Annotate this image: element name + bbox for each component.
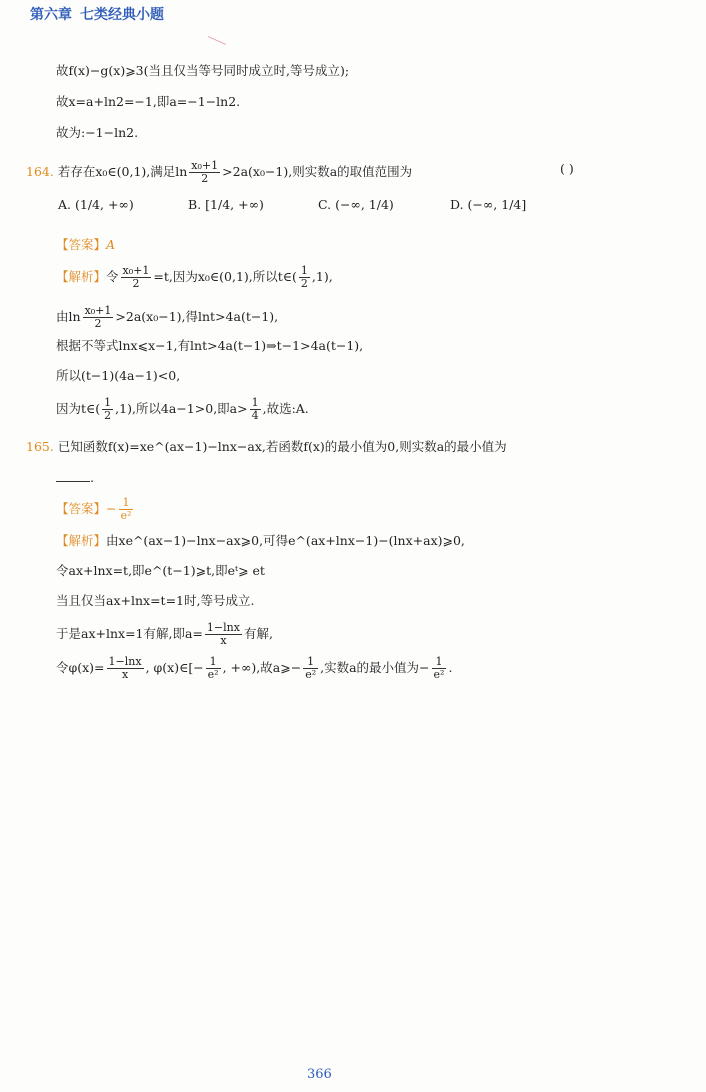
fraction: $\frac{1}{\text{e²}}$ [120, 496, 132, 522]
analysis-165-line-1: 【解析】由xe^(ax−1)−lnx−ax⩾0,可得e^(ax+lnx−1)−(lnx+ax)⩾0, [56, 533, 465, 548]
chapter-title: 七类经典小题 [80, 7, 164, 23]
answer-line-165: 【答案】− $\frac{1}{\text{e²}}$ [56, 496, 132, 522]
fraction: $\frac{1}{2}$ [300, 264, 308, 290]
answer-tag: 【答案】 [56, 237, 107, 252]
fraction: $\frac{1}{\text{e²}}$ [207, 655, 219, 681]
analysis-165-line-3: 当且仅当ax+lnx=t=1时,等号成立. [56, 593, 255, 608]
stem-text: >2a(x₀−1),则实数a的取值范围为 [222, 164, 413, 179]
chapter-label: 第六章 [30, 7, 72, 23]
question-number: 165. [26, 439, 54, 454]
analysis-165-line-2: 令ax+lnx=t,即e^(t−1)⩾t,即eᵗ⩾ et [56, 563, 265, 578]
prev-solution-line-3: 故为:−1−ln2. [56, 125, 139, 140]
analysis-164-line-5: 因为t∈( $\frac{1}{2}$ ,1),所以4a−1>0,即a> $\frac{1}{4}$ ,故选:A. [56, 396, 309, 422]
stem-text: 若存在x₀∈(0,1),满足ln [57, 164, 188, 179]
prev-solution-line-1: 故f(x)−g(x)⩾3(当且仅当等号同时成立时,等号成立); [56, 63, 350, 78]
analysis-tag: 【解析】 [56, 533, 107, 548]
pen-mark [208, 36, 227, 45]
analysis-164-line-3: 根据不等式lnx⩽x−1,有lnt>4a(t−1)⇒t−1>4a(t−1), [56, 338, 364, 353]
question-165-stem [26, 438, 507, 456]
fraction: $\frac{\text{x₀+1}}{2}$ [122, 264, 150, 290]
analysis-165-line-5: 令φ(x)= $\frac{1-\ln x}{x}$ , φ(x)∈[− $\frac{1}{\text{e²}}$ , +∞),故a⩾− $\frac{1}{\text{e²}}$ ,实数a的最小值为− $\frac{1}{\text{e²}}$ . [56, 655, 453, 681]
analysis-tag: 【解析】 [56, 269, 107, 284]
analysis-164-line-4: 所以(t−1)(4a−1)<0, [56, 368, 181, 383]
fraction: $\frac{1}{\text{e²}}$ [305, 655, 317, 681]
fraction: $\frac{1-\ln x}{x}$ [206, 621, 240, 647]
answer-line-164 [56, 236, 115, 254]
fraction: $\frac{1}{4}$ [251, 396, 259, 422]
answer-value: A [106, 237, 116, 252]
question-164-stem [26, 160, 412, 185]
option-b: B. [1/4, +∞) [188, 197, 264, 212]
fraction: $\frac{\text{x₀+1}}{2}$ [84, 304, 112, 330]
analysis-165-line-4: 于是ax+lnx=1有解,即a= $\frac{1-\ln x}{x}$ 有解, [56, 621, 273, 647]
running-header [30, 4, 164, 24]
prev-solution-line-2: 故x=a+ln2=−1,即a=−1−ln2. [56, 94, 241, 109]
stem-text: 已知函数f(x)=xe^(ax−1)−lnx−ax,若函数f(x)的最小值为0,则实数a的最小值为 [57, 439, 507, 454]
option-a: A. (1/4, +∞) [58, 197, 134, 212]
fraction: $\frac{1}{\text{e²}}$ [433, 655, 445, 681]
analysis-164-line-2: 由ln $\frac{\text{x₀+1}}{2}$ >2a(x₀−1),得lnt>4a(t−1), [56, 304, 279, 330]
fraction: $\frac{1-\ln x}{x}$ [108, 655, 142, 681]
fraction: $\frac{\text{x₀+1}}{2}$ [191, 159, 219, 185]
analysis-164-line-1: 【解析】令 $\frac{\text{x₀+1}}{2}$ =t,因为x₀∈(0,1),所以t∈( $\frac{1}{2}$ ,1), [56, 264, 333, 290]
page-number: 366 [307, 1067, 332, 1082]
fraction: $\frac{1}{2}$ [104, 396, 112, 422]
answer-paren: ( ) [560, 161, 574, 176]
option-d: D. (−∞, 1/4] [450, 197, 527, 212]
option-c: C. (−∞, 1/4) [318, 197, 394, 212]
answer-blank: . [56, 469, 94, 487]
question-number: 164. [26, 164, 54, 179]
answer-tag: 【答案】 [56, 501, 107, 516]
